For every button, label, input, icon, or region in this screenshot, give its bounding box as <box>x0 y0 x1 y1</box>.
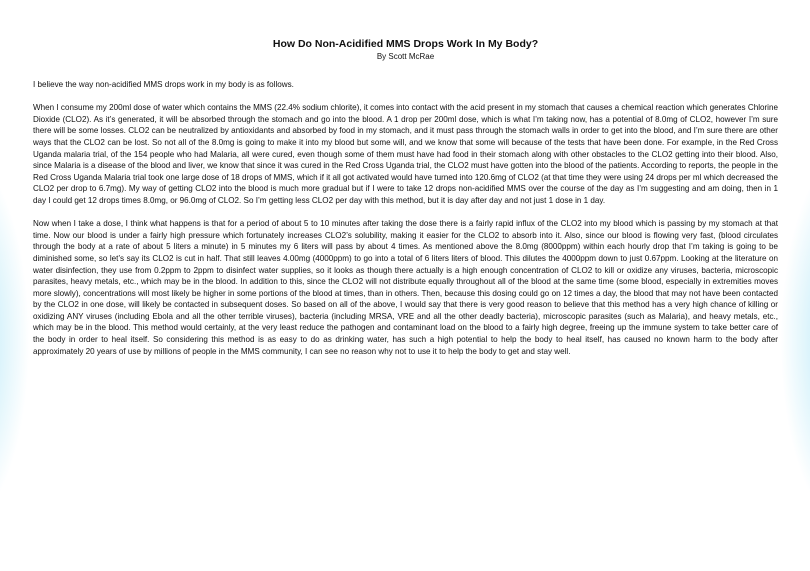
right-edge-glow <box>780 150 810 530</box>
paragraph-intro: I believe the way non-acidified MMS drops work in my body is as follows. <box>33 80 294 89</box>
paragraph-blood-absorption: Now when I take a dose, I think what happens is that for a period of about 5 to 10 minutes after taking the dose there is a fairly rapid influx of the CLO2 into my blood which is passing by my stomach at that time. Now our blood is under a fairly high pressure which fortunately increases CLO2’s solubility, making it easier for the CLO2 to absorb into it. Also, since our blood is flowing very fast, (blood circulates through the body at a rate of about 5 liters a minute) in 5 minutes my 6 liters will pass by about 4 times. As mentioned above the 8.0mg (8000ppm) within each hourly drop that I’m taking is going to be diminished some, so let’s say its CLO2 is cut in half. That still leaves 4.00mg (4000ppm) to go into a total of 6 liters liters of blood. This dilutes the 4000ppm down to just 0.67ppm. Looking at the literature on water disinfection, they use from 0.2ppm to 2ppm to disinfect water supplies, so it looks as though there actually is a high enough concentration of CLO2 to kill or oxidize any viruses, bacteria, microscopic parasites, heavy metals, etc., which may be in the blood. In addition to this, since the CLO2 will not distribute equally throughout all of the blood at the same time (some blood, especially in extremities moves more slowly), concentrations will most likely be higher in some portions of the blood at times, than in others. Then, because this dosing could go on 12 times a day, the blood that may not have been contacted by the CLO2 in one dose, will likely be contacted in subsequent doses. So based on all of the above, I would say that there is very good reason to believe that this method has a very high chance of killing or oxidizing ANY viruses (including Ebola and all the other terrible viruses), bacteria (including MRSA, VRE and all the other deadly bacteria), microscopic parasites (such as Malaria), and heavy metals, etc., which may be in the blood. This method would certainly, at the very least reduce the pathogen and contaminant load on the blood to a fairly high degree, freeing up the immune system to take better care of the body in order to heal itself. So considering this method is as easy to do as drinking water, has such a high potential to help the body to heal itself, has caused no known harm to the body after approximately 20 years of use by millions of people in the MMS community, I can see no reason why not to use it to help the body to get and stay well. <box>33 219 778 356</box>
left-edge-glow <box>0 150 30 530</box>
document-page <box>33 38 778 369</box>
document-title: How Do Non-Acidified MMS Drops Work In My Body? <box>272 38 539 50</box>
document-byline: By Scott McRae <box>376 52 435 61</box>
paragraph-dose-chemistry: When I consume my 200ml dose of water which contains the MMS (22.4% sodium chlorite), it comes into contact with the acid present in my stomach that causes a chemical reaction which generates Chlorine Dioxide (CLO2). As it’s generated, it will be absorbed through the stomach and go into the blood. A 1 drop per 200ml dose, which is what I’m taking now, has a potential of 8.0mg of CLO2, however I’m sure there will be some losses. CLO2 can be neutralized by antioxidants and absorbed by food in my stomach, and it must pass through the stomach walls in order to get into the blood, and I’m sure there are other ways that the CLO2 can be lost. So not all of the 8.0mg is going to make it into my blood but some will, and we know that some will because of the tests that have been done. For example, in the Red Cross Uganda malaria trial, of the 154 people who had Malaria, all were cured, even though some of them must have had food in their stomach along with other obstacles to the CLO2 getting into their blood. Also, since Malaria is a disease of the blood and liver, we know that since it was cured in the Red Cross Uganda trial, the CLO2 must have gotten into the blood of the patients. According to reports, the people in the Red Cross Uganda Malaria trial took one large dose of 18 drops of MMS, which if it all got activated would have turned into 120.6mg of CLO2 (at that time they were using 24 drops per ml which decreased the CLO2 per drop to 6.7mg). My way of getting CLO2 into the blood is much more gradual but if I were to take 12 drops non-acidified MMS over the course of the day as I’m suggesting and am doing, then in 1 day I could get 12 drops times 8.0mg, or 96.0mg of CLO2. So I’m getting less CLO2 per day with this method, but it is day after day and not just 1 dose in 1 day. <box>33 103 778 205</box>
